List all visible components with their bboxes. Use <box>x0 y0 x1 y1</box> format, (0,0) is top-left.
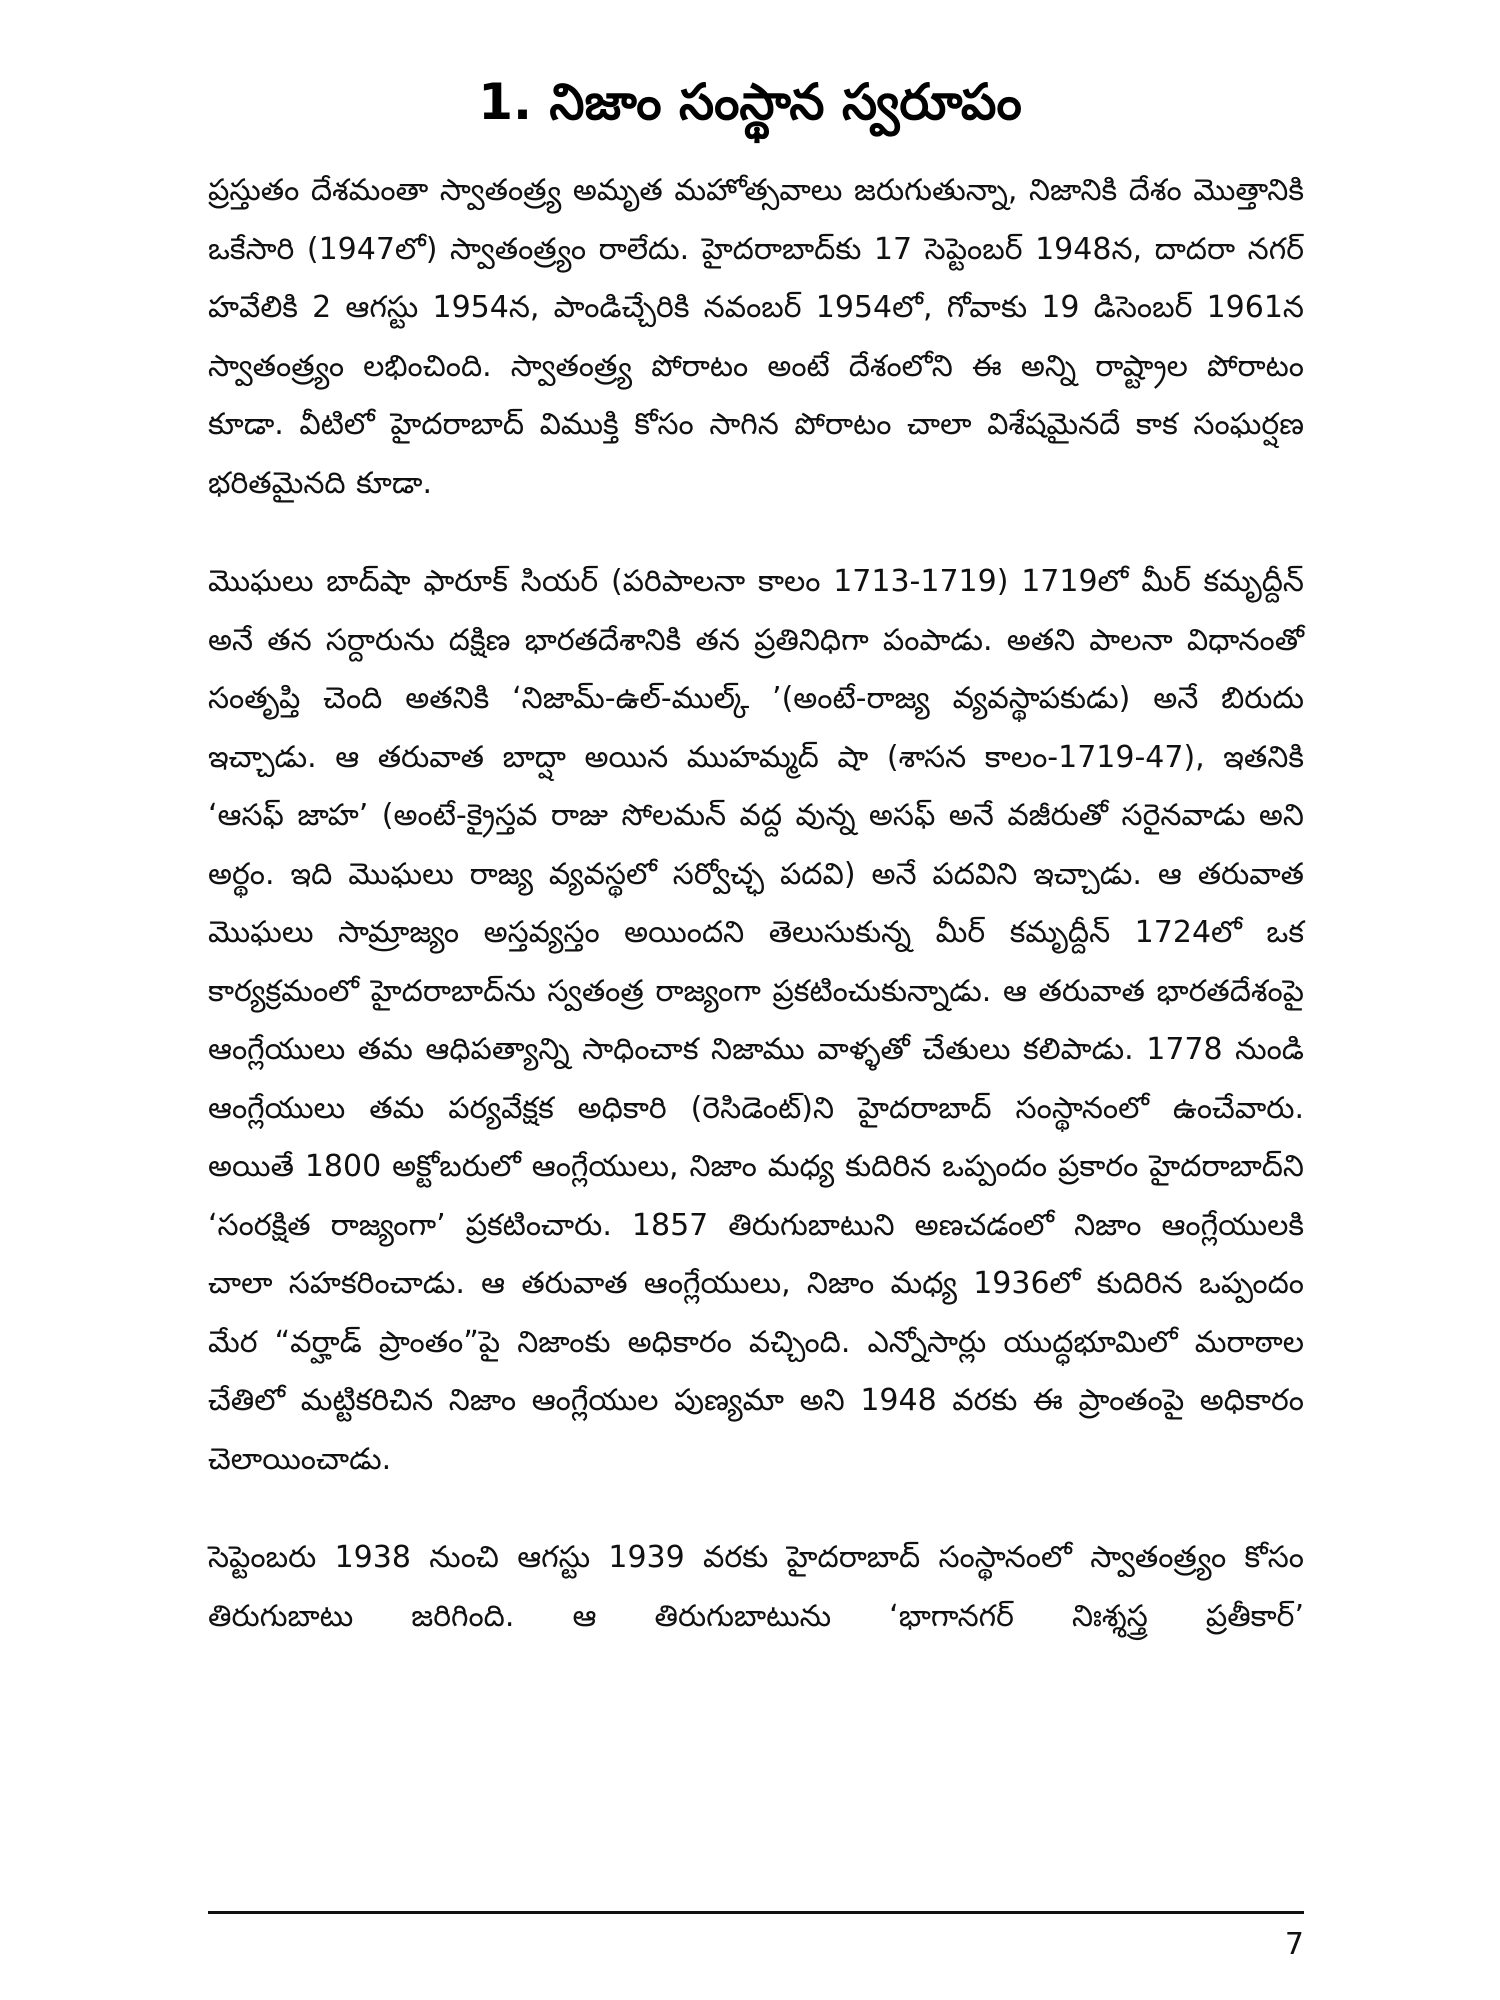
body-text <box>208 162 1304 1646</box>
chapter-title: 1. నిజాం సంస్థాన స్వరూపం <box>478 73 1022 131</box>
paragraph-1: ప్రస్తుతం దేశమంతా స్వాతంత్ర్య అమృత మహోత్సవాలు జరుగుతున్నా, నిజానికి దేశం మొత్తానికి ఒకేసారి (1947లో) స్వాతంత్ర్యం రాలేదు. హైదరాబాద్‌కు 17 సెప్టెంబర్ 1948న, దాదరా నగర్ హవేలికి 2 ఆగస్టు 1954న, పాండిచ్చేరికి నవంబర్ 1954లో, గోవాకు 19 డిసెంబర్ 1961న స్వాతంత్ర్యం లభించింది. స్వాతంత్ర్య పోరాటం అంటే దేశంలోని ఈ అన్ని రాష్ట్రాల పోరాటం కూడా. వీటిలో హైదరాబాద్ విముక్తి కోసం సాగిన పోరాటం చాలా విశేషమైనదే కాక సంఘర్షణ భరితమైనది కూడా. <box>208 173 1304 501</box>
page-number: 7 <box>1284 1927 1304 1962</box>
paragraph-2: మొఘలు బాద్‌షా ఫారూక్ సియర్ (పరిపాలనా కాలం 1713-1719) 1719లో మీర్ కమృద్దీన్ అనే తన సర్దారును దక్షిణ భారతదేశానికి తన ప్రతినిధిగా పంపాడు. అతని పాలనా విధానంతో సంతృప్తి చెంది అతనికి ‘నిజామ్-ఉల్-ముల్క్ ’(అంటే-రాజ్య వ్యవస్థాపకుడు) అనే బిరుదు ఇచ్చాడు. ఆ తరువాత బాద్షా అయిన ముహమ్మద్ షా (శాసన కాలం-1719-47), ఇతనికి ‘ఆసఫ్ జాహ’ (అంటే-క్రైస్తవ రాజు సోలమన్ వద్ద వున్న అసఫ్ అనే వజీరుతో సరైనవాడు అని అర్థం. ఇది మొఘలు రాజ్య వ్యవస్థలో సర్వోచ్ఛ పదవి) అనే పదవిని ఇచ్చాడు. ఆ తరువాత మొఘలు సామ్రాజ్యం అస్తవ్యస్తం అయిందని తెలుసుకున్న మీర్ కమృద్దీన్ 1724లో ఒక కార్యక్రమంలో హైదరాబాద్‌ను స్వతంత్ర రాజ్యంగా ప్రకటించుకున్నాడు. ఆ తరువాత భారతదేశంపై ఆంగ్లేయులు తమ ఆధిపత్యాన్ని సాధించాక నిజాము వాళ్ళతో చేతులు కలిపాడు. 1778 నుండి ఆంగ్లేయులు తమ పర్యవేక్షక అధికారి (రెసిడెంట్)ని హైదరాబాద్ సంస్థానంలో ఉంచేవారు. అయితే 1800 అక్టోబరులో ఆంగ్లేయులు, నిజాం మధ్య కుదిరిన ఒప్పందం ప్రకారం హైదరాబాద్‌ని ‘సంరక్షిత రాజ్యంగా’ ప్రకటించారు. 1857 తిరుగుబాటుని అణచడంలో నిజాం ఆంగ్లేయులకి చాలా సహకరించాడు. ఆ తరువాత ఆంగ్లేయులు, నిజాం మధ్య 1936లో కుదిరిన ఒప్పందం మేర “వర్హాడ్ ప్రాంతం”పై నిజాంకు అధికారం వచ్చింది. ఎన్నోసార్లు యుద్ధభూమిలో మరాఠాల చేతిలో మట్టికరిచిన నిజాం ఆంగ్లేయుల పుణ్యమా అని 1948 వరకు ఈ ప్రాంతంపై అధికారం చెలాయించాడు. <box>208 564 1304 1477</box>
footer-rule <box>208 1911 1304 1914</box>
paragraph-3: సెప్టెంబరు 1938 నుంచి ఆగస్టు 1939 వరకు హైదరాబాద్ సంస్థానంలో స్వాతంత్ర్యం కోసం తిరుగుబాటు జరిగింది. ఆ తిరుగుబాటును ‘భాగానగర్ నిఃశ్శస్త్ర ప్రతీకార్’ <box>208 1540 1304 1634</box>
